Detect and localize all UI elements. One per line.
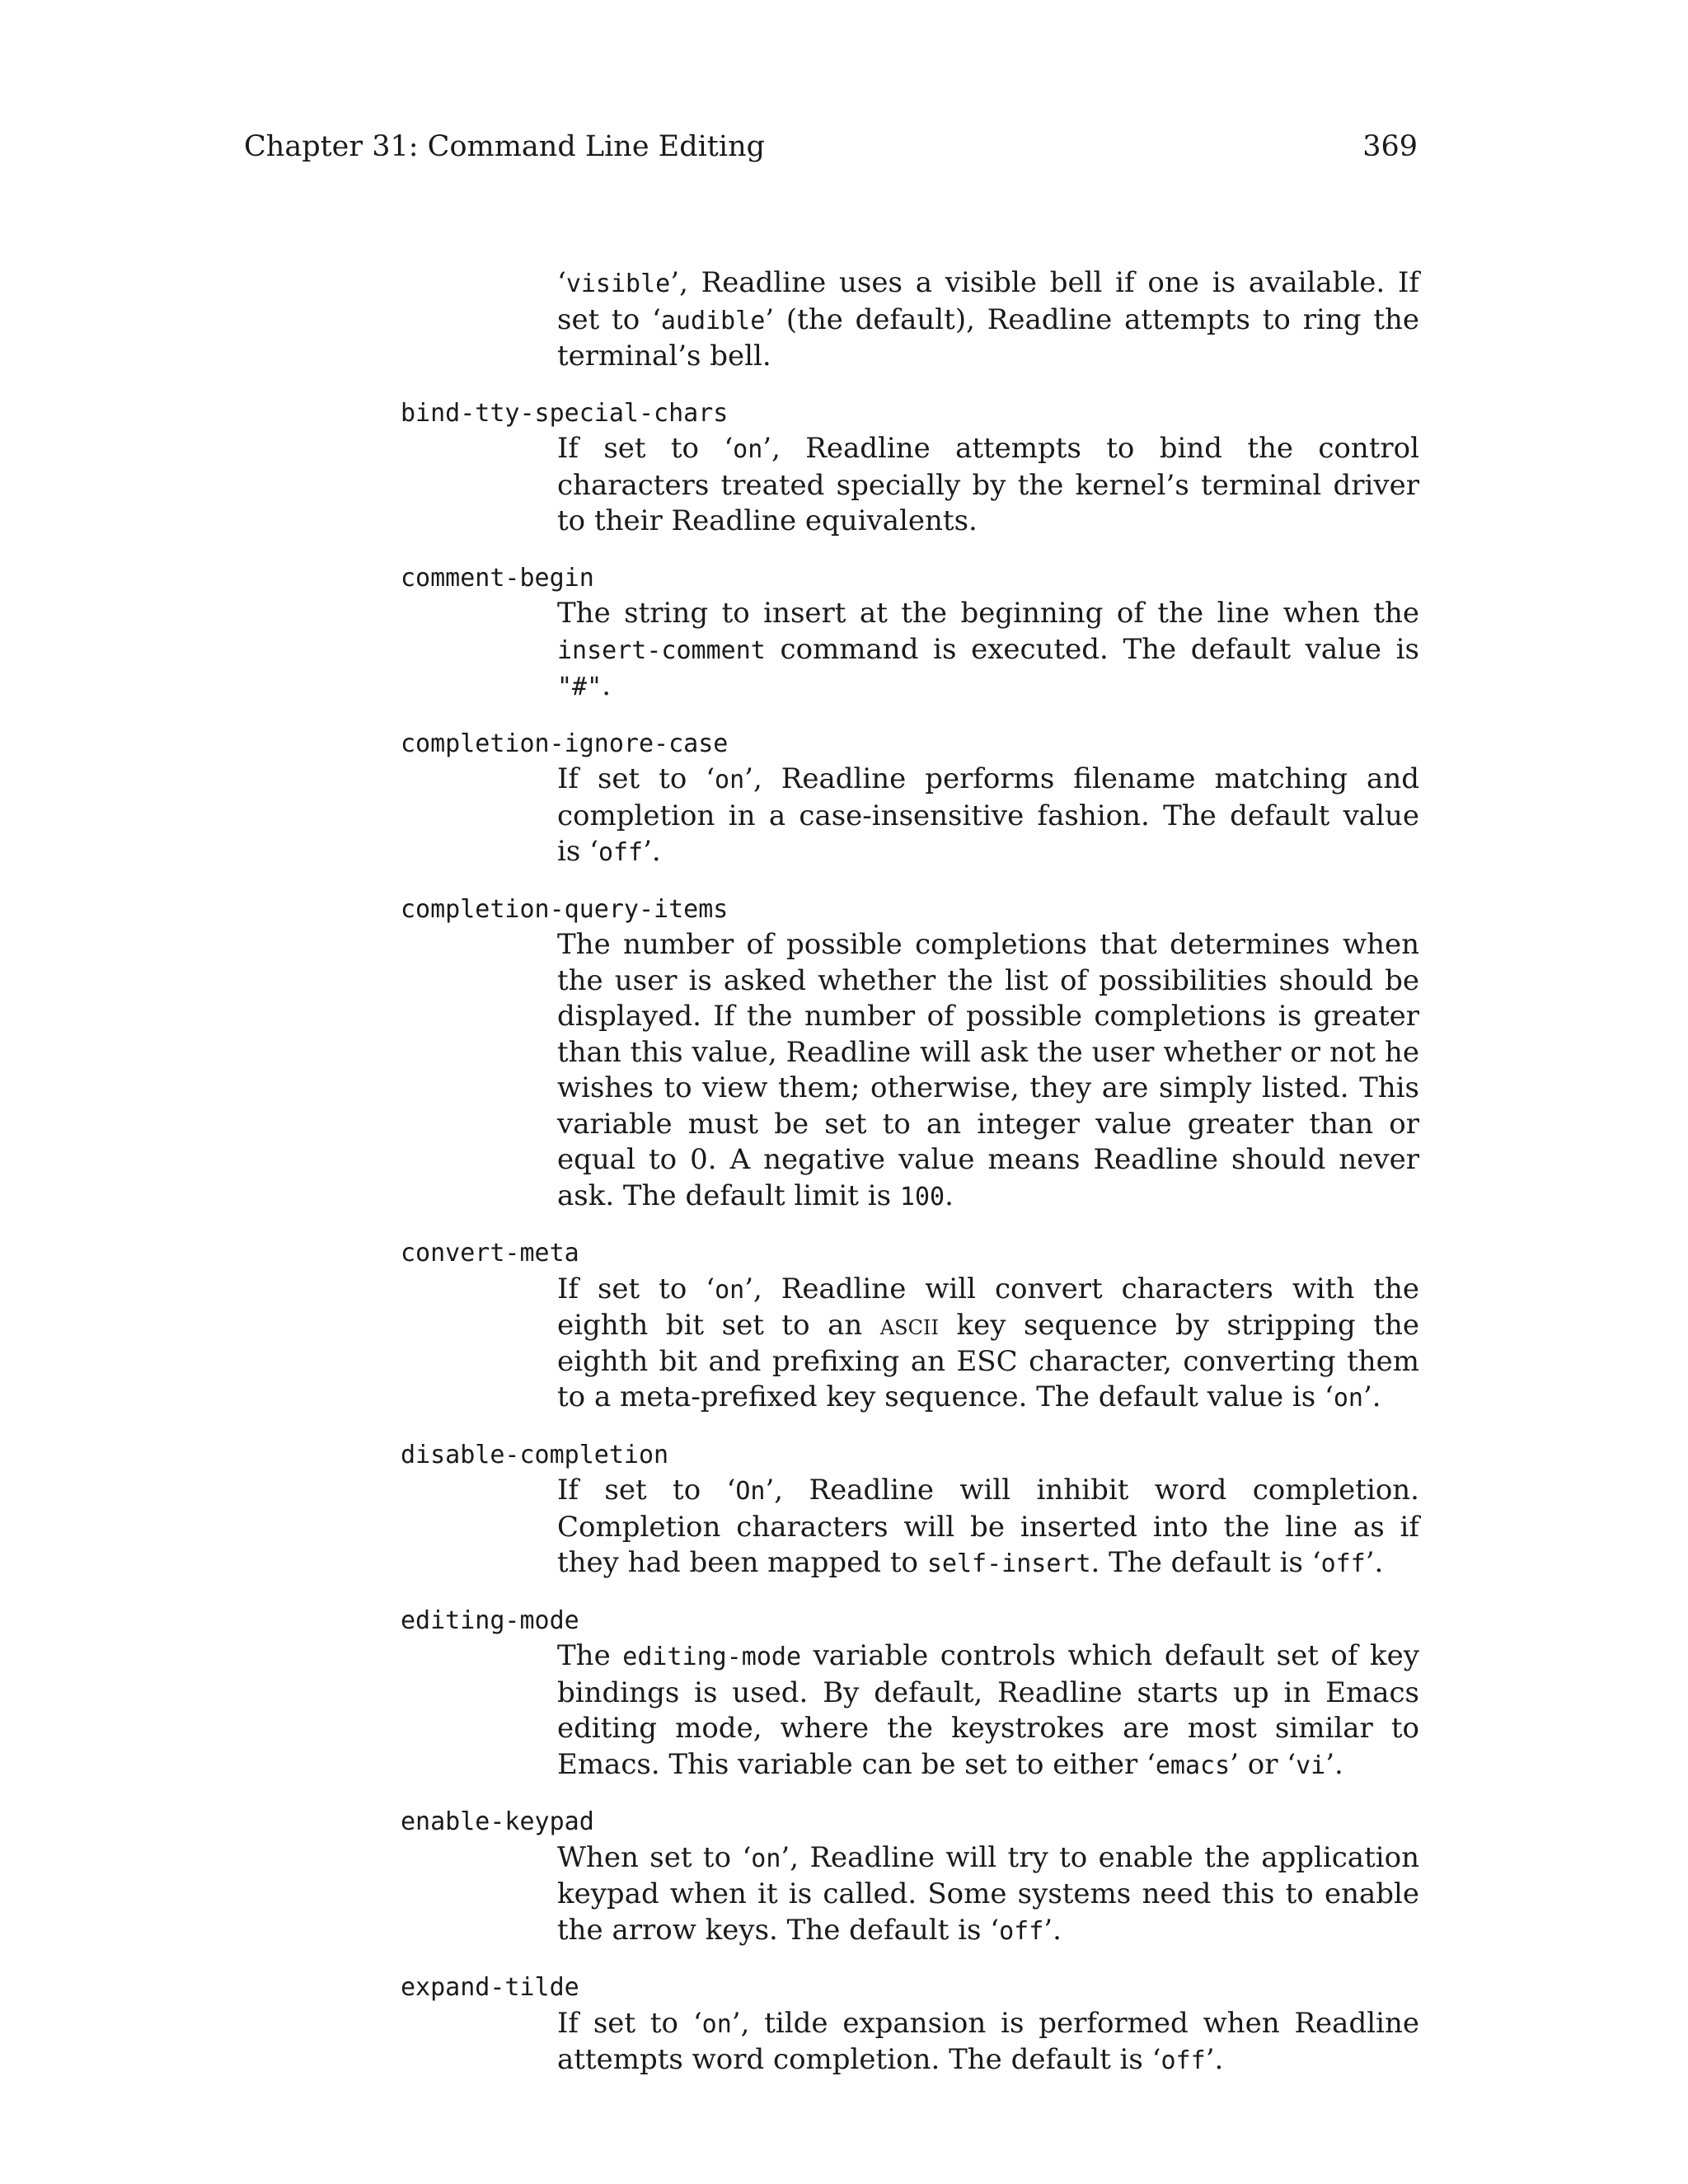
variable-list [401, 265, 1419, 2079]
intro-paragraph: ‘visible’, Readline uses a visible bell if one is available. If set to ‘audible’ (the default), Readline attempts to ring the terminal’s bell. [557, 266, 1419, 373]
entry-description: When set to ‘on’, Readline will try to enable the application keypad when it is called. Some systems need this to enable the arrow keys. The default is ‘off’. [557, 1840, 1419, 1947]
page-number: 369 [1362, 130, 1418, 163]
entry-description: If set to ‘on’, Readline will convert characters with the eighth bit set to an ascii key sequence by stripping the eighth bit and prefixing an ESC character, converting them to a meta-prefixed key sequence. The default value is ‘on’. [557, 1272, 1420, 1413]
entry-expand-tilde [401, 1970, 1419, 2079]
entry-term: comment-begin [401, 563, 594, 593]
running-header [244, 129, 1418, 165]
entry-term: expand-tilde [401, 1973, 579, 2002]
entry-term: disable-completion [401, 1440, 669, 1469]
entry-description: The editing-mode variable controls which default set of key bindings is used. By default, Readline starts up in Emacs editing mode, where the keystrokes are most similar to Emacs. This variable can be set to either ‘emacs’ or ‘vi’. [557, 1639, 1419, 1781]
entry-description: If set to ‘on’, tilde expansion is performed when Readline attempts word completion. The default is ‘off’. [557, 2006, 1419, 2076]
entry-term: enable-keypad [401, 1807, 594, 1836]
code-audible: audible [660, 306, 766, 335]
entry-convert-meta [401, 1235, 1419, 1417]
entry-completion-ignore-case [401, 726, 1419, 871]
entry-term: completion-ignore-case [401, 729, 729, 758]
entry-description: If set to ‘on’, Readline attempts to bind the control characters treated specially by the kernel’s terminal driver to their Readline equivalents. [557, 432, 1419, 537]
entry-completion-query-items [401, 892, 1419, 1216]
entry-description: The string to insert at the beginning of the line when the insert-comment command is executed. The default value is "#". [557, 597, 1419, 702]
entry-term: bind-tty-special-chars [401, 398, 729, 428]
code-visible: visible [565, 269, 671, 298]
entry-term: convert-meta [401, 1239, 579, 1268]
entry-term: completion-query-items [401, 894, 729, 924]
entry-enable-keypad [401, 1804, 1419, 1949]
entry-description: The number of possible completions that determines when the user is asked whether the list of possibilities should be displayed. If the number of possible completions is greater than this value, Readline will ask the user whether or not he wishes to view them; otherwise, they are simply listed. This variable must be set to an integer value greater than or equal to 0. A negative value means Readline should never ask. The default limit is 100. [557, 928, 1419, 1212]
entry-description: If set to ‘On’, Readline will inhibit word completion. Completion characters will be inserted into the line as if they had been mapped to self-insert. The default is ‘off’. [557, 1474, 1419, 1579]
entry-editing-mode [401, 1603, 1419, 1784]
chapter-title: Chapter 31: Command Line Editing [244, 130, 766, 163]
entry-disable-completion [401, 1437, 1419, 1582]
entry-term: editing-mode [401, 1605, 579, 1635]
entry-description: If set to ‘on’, Readline performs filename matching and completion in a case-insensitive fashion. The default value is ‘off’. [557, 762, 1419, 868]
entry-comment-begin [401, 560, 1419, 705]
entry-bind-tty-special-chars [401, 396, 1419, 540]
